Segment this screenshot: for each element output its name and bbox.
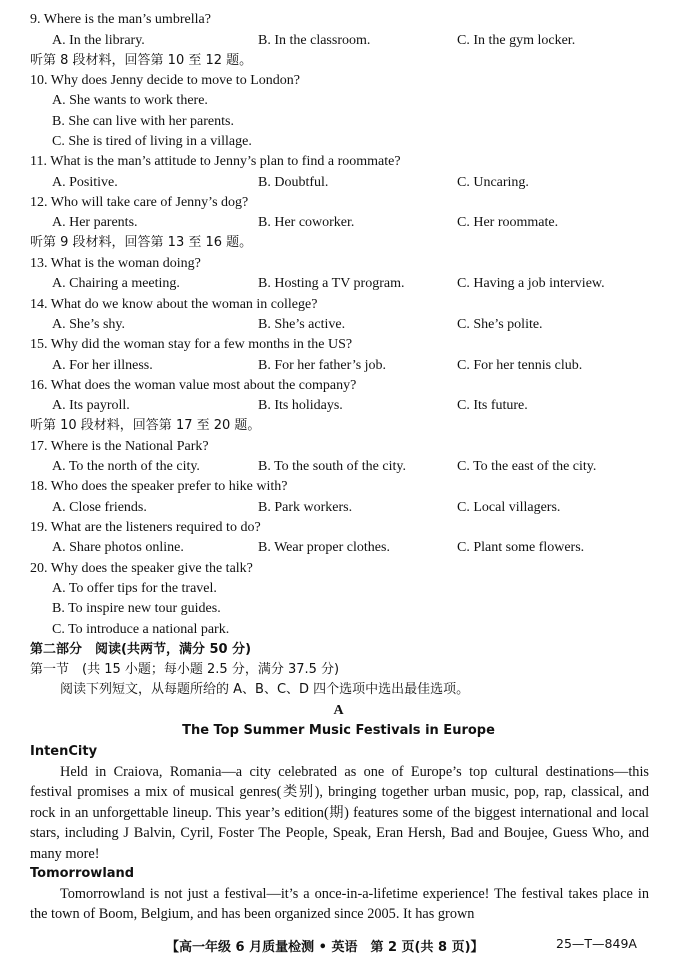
option-10b-line bbox=[0, 112, 677, 132]
option-b: B. For her father’s job. bbox=[258, 358, 387, 373]
section-1-heading: 第一节 (共 15 小题；每小题 2.5 分，满分 37.5 分) bbox=[30, 662, 340, 677]
heading-intencity: IntenCity bbox=[30, 744, 98, 759]
option-c: C. She’s polite. bbox=[457, 317, 543, 332]
question-15: 15. Why did the woman stay for a few months in the US? bbox=[30, 337, 353, 352]
options-14 bbox=[0, 315, 677, 335]
question-12: 12. Who will take care of Jenny’s dog? bbox=[30, 195, 249, 210]
option-a: A. To offer tips for the travel. bbox=[52, 581, 217, 596]
option-c: C. Local villagers. bbox=[457, 500, 561, 515]
option-a: A. Positive. bbox=[52, 175, 118, 190]
options-19 bbox=[0, 538, 677, 558]
reading-instruction: 阅读下列短文，从每题所给的 A、B、C、D 四个选项中选出最佳选项。 bbox=[60, 682, 470, 697]
option-c: C. To the east of the city. bbox=[457, 459, 597, 474]
options-13 bbox=[0, 274, 677, 294]
question-14: 14. What do we know about the woman in college? bbox=[30, 297, 318, 312]
option-20b-line bbox=[0, 599, 677, 619]
passage-title: The Top Summer Music Festivals in Europe bbox=[182, 723, 495, 738]
options-17 bbox=[0, 457, 677, 477]
footer-center: 【高一年级 6 月质量检测 • 英语 第 2 页(共 8 页)】 bbox=[166, 940, 484, 955]
option-a: A. Share photos online. bbox=[52, 540, 184, 555]
question-19: 19. What are the listeners required to do? bbox=[30, 520, 261, 535]
option-c: C. To introduce a national park. bbox=[52, 622, 230, 637]
option-10a-line bbox=[0, 91, 677, 111]
option-b: B. To the south of the city. bbox=[258, 459, 406, 474]
question-10: 10. Why does Jenny decide to move to London? bbox=[30, 73, 300, 88]
option-c: C. Its future. bbox=[457, 398, 528, 413]
option-b: B. She can live with her parents. bbox=[52, 114, 234, 129]
option-a: A. For her illness. bbox=[52, 358, 153, 373]
part-2-heading: 第二部分 阅读(共两节，满分 50 分) bbox=[30, 642, 252, 657]
paragraph-intencity: Held in Craiova, Romania—a city celebrated as one of Europe’s top cultural destinations—this festival promises a mix of musical genres(类别), bringing together urban music, pop, rap, classical, and rock in an unforgettable lineup. This year’s edition(期) features some of the biggest international and local stars, including J Balvin, Cyril, Foster The People, Speak, Eran Hersh, Bad and Boujee, Guess Who, and many more! bbox=[30, 764, 649, 862]
option-20c-line bbox=[0, 620, 677, 640]
question-20: 20. Why does the speaker give the talk? bbox=[30, 561, 253, 576]
option-a: A. Its payroll. bbox=[52, 398, 130, 413]
passage-letter: A bbox=[333, 703, 344, 718]
option-b: B. To inspire new tour guides. bbox=[52, 601, 221, 616]
option-20a-line bbox=[0, 579, 677, 599]
question-17: 17. Where is the National Park? bbox=[30, 439, 209, 454]
option-a: A. Chairing a meeting. bbox=[52, 276, 180, 291]
option-b: B. She’s active. bbox=[258, 317, 346, 332]
option-b: B. Her coworker. bbox=[258, 215, 355, 230]
option-a: A. Her parents. bbox=[52, 215, 138, 230]
options-12 bbox=[0, 213, 677, 233]
option-b: B. Its holidays. bbox=[258, 398, 343, 413]
question-16: 16. What does the woman value most about the company? bbox=[30, 378, 357, 393]
option-c: C. She is tired of living in a village. bbox=[52, 134, 252, 149]
options-15 bbox=[0, 356, 677, 376]
footer-code: 25—T—849A bbox=[556, 936, 637, 951]
page-footer bbox=[0, 936, 677, 954]
question-11: 11. What is the man’s attitude to Jenny’s plan to find a roommate? bbox=[30, 154, 401, 169]
option-b: B. Doubtful. bbox=[258, 175, 329, 190]
option-c: C. For her tennis club. bbox=[457, 358, 583, 373]
option-b: B. Wear proper clothes. bbox=[258, 540, 390, 555]
paragraph-tomorrowland: Tomorrowland is not just a festival—it’s a once-in-a-lifetime experience! The festival takes place in the town of Boom, Belgium, and has been organized since 2005. It has grown bbox=[30, 886, 649, 923]
heading-tomorrowland: Tomorrowland bbox=[30, 866, 135, 881]
section-9-heading: 听第 9 段材料，回答第 13 至 16 题。 bbox=[30, 235, 253, 250]
option-b: B. Park workers. bbox=[258, 500, 353, 515]
question-13: 13. What is the woman doing? bbox=[30, 256, 201, 271]
option-a: A. In the library. bbox=[52, 33, 145, 48]
option-a: A. Close friends. bbox=[52, 500, 147, 515]
section-10-heading: 听第 10 段材料，回答第 17 至 20 题。 bbox=[30, 418, 261, 433]
option-c: C. In the gym locker. bbox=[457, 33, 576, 48]
option-b: B. In the classroom. bbox=[258, 33, 371, 48]
options-16 bbox=[0, 396, 677, 416]
option-a: A. To the north of the city. bbox=[52, 459, 200, 474]
option-a: A. She’s shy. bbox=[52, 317, 125, 332]
options-11 bbox=[0, 173, 677, 193]
option-c: C. Uncaring. bbox=[457, 175, 529, 190]
option-a: A. She wants to work there. bbox=[52, 93, 208, 108]
option-c: C. Her roommate. bbox=[457, 215, 559, 230]
section-8-heading: 听第 8 段材料，回答第 10 至 12 题。 bbox=[30, 53, 253, 68]
option-c: C. Plant some flowers. bbox=[457, 540, 585, 555]
question-18: 18. Who does the speaker prefer to hike with? bbox=[30, 479, 288, 494]
option-b: B. Hosting a TV program. bbox=[258, 276, 405, 291]
question-9: 9. Where is the man’s umbrella? bbox=[30, 12, 211, 27]
option-c: C. Having a job interview. bbox=[457, 276, 605, 291]
options-9 bbox=[0, 31, 677, 51]
option-10c-line bbox=[0, 132, 677, 152]
options-18 bbox=[0, 498, 677, 518]
